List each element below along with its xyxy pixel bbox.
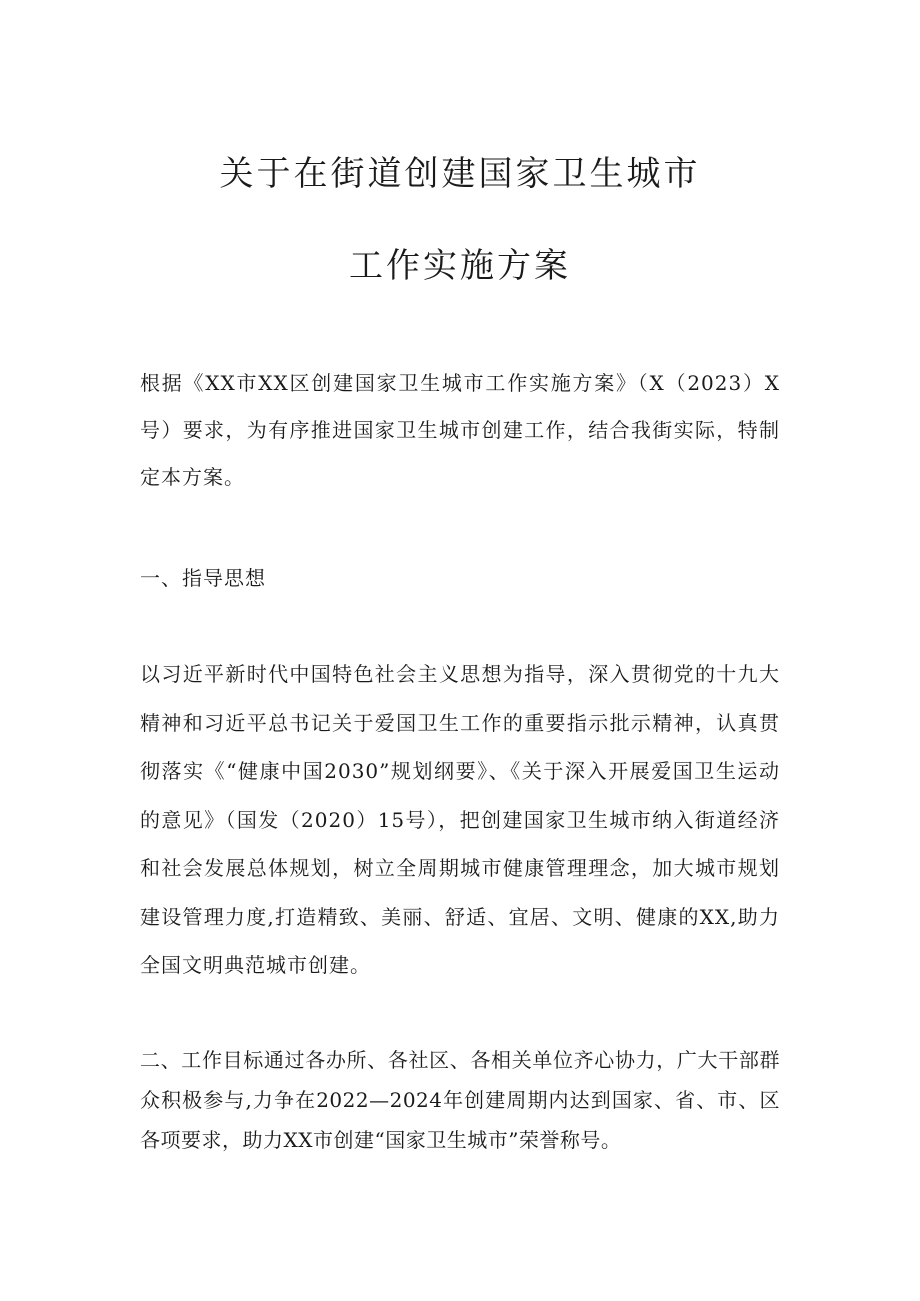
intro-paragraph: 根据《XX市XX区创建国家卫生城市工作实施方案》（X（2023）X号）要求，为有序推进国家卫生城市创建工作，结合我街实际，特制定本方案。 xyxy=(140,371,780,489)
section-work-goals: 二、工作目标通过各办所、各社区、各相关单位齐心协力，广大干部群众积极参与,力争在2022—2024年创建周期内达到国家、省、市、区各项要求，助力XX市创建“国家卫生城市”荣誉称号。 xyxy=(140,1048,780,1152)
section-heading-guiding-ideology: 一、指导思想 xyxy=(140,566,266,590)
document-title-line-1: 关于在街道创建国家卫生城市 xyxy=(219,154,701,194)
section-body-guiding-ideology: 以习近平新时代中国特色社会主义思想为指导，深入贯彻党的十九大精神和习近平总书记关于爱国卫生工作的重要指示批示精神，认真贯彻落实《“健康中国2030”规划纲要》、《关于深入开展爱国卫生运动的意见》（国发（2020）15号），把创建国家卫生城市纳入街道经济和社会发展总体规划，树立全周期城市健康管理理念，加大城市规划建设管理力度,打造精致、美丽、舒适、宜居、文明、健康的XX,助力全国文明典范城市创建。 xyxy=(140,662,780,977)
document-title-line-2: 工作实施方案 xyxy=(349,246,571,286)
